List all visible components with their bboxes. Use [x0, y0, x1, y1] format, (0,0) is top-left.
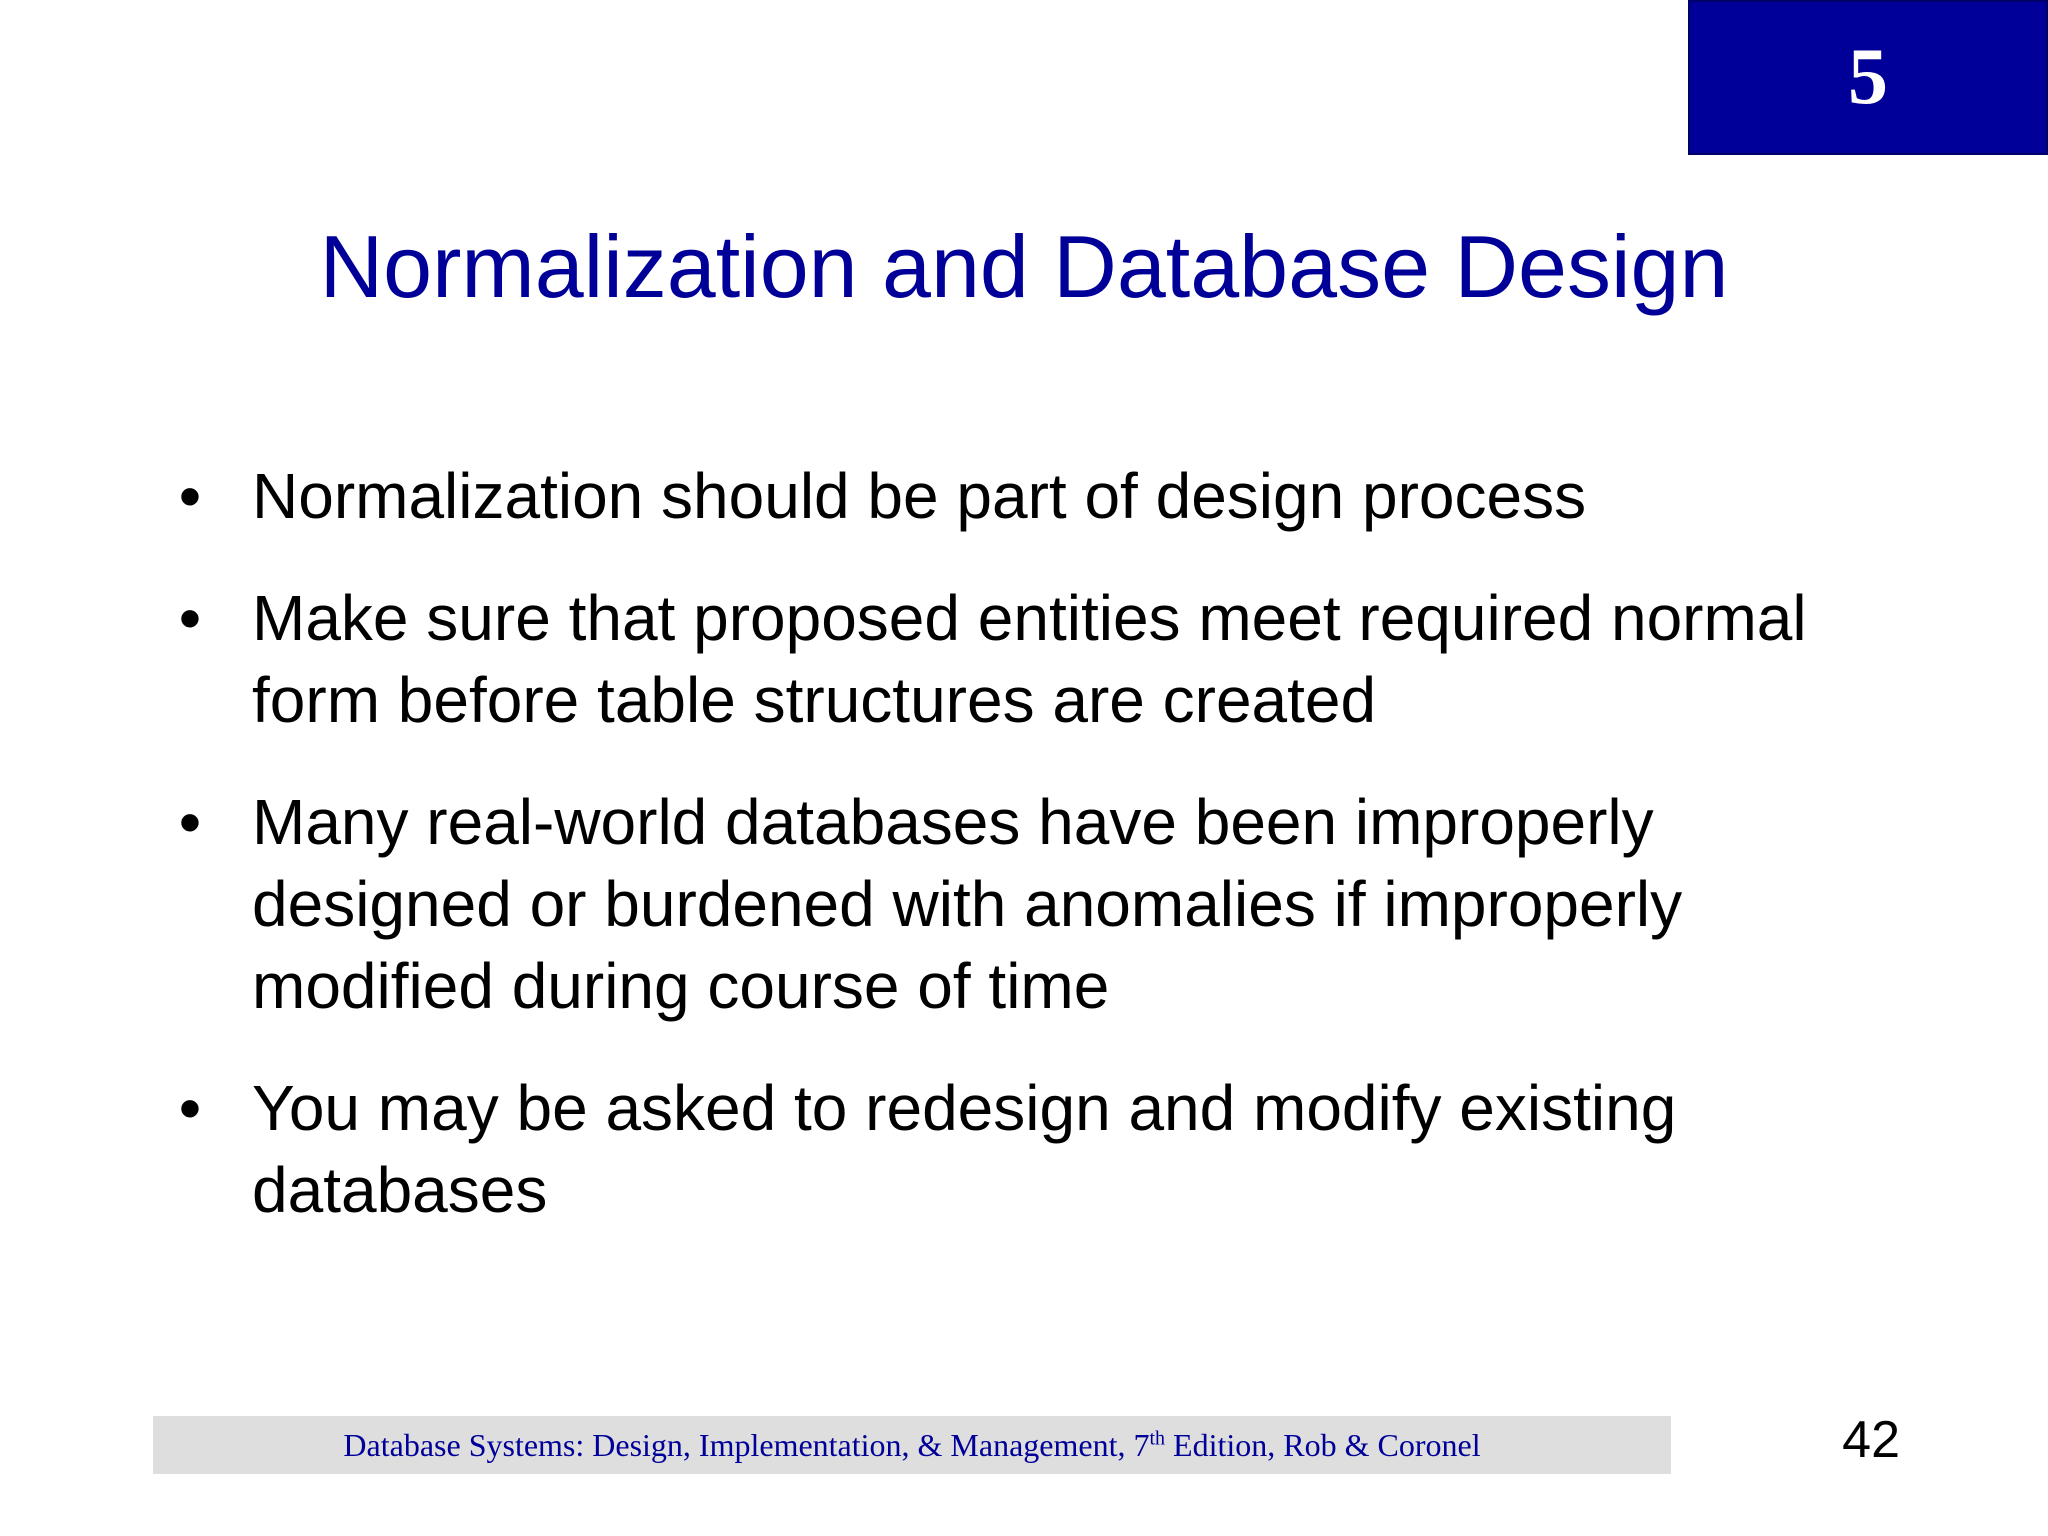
bullet-icon: •: [178, 582, 202, 654]
footer-text-main: Database Systems: Design, Implementation, & Management, 7: [343, 1426, 1150, 1463]
chapter-number: 5: [1848, 33, 1888, 121]
bullet-icon: •: [178, 1072, 202, 1144]
bullet-text: You may be asked to redesign and modify existing databases: [252, 1072, 1677, 1226]
slide-title: Normalization and Database Design: [319, 217, 1729, 316]
bullet-item: [170, 577, 1870, 741]
bullet-text: Many real-world databases have been improperly designed or burdened with anomalies if improperly modified during course of time: [252, 786, 1683, 1022]
chapter-number-box: [1688, 0, 2048, 155]
page-number: 42: [1842, 1411, 1900, 1469]
bullet-text: Make sure that proposed entities meet required normal form before table structures are created: [252, 582, 1807, 736]
bullet-icon: •: [178, 460, 202, 532]
bullet-item: [170, 455, 1870, 537]
footer-text-end: Edition, Rob & Coronel: [1165, 1426, 1481, 1463]
bullet-icon: •: [178, 786, 202, 858]
bullet-text: Normalization should be part of design process: [252, 460, 1587, 532]
bullet-item: [170, 781, 1870, 1027]
footer-bar: [153, 1416, 1671, 1474]
footer-citation: [343, 1427, 1480, 1464]
footer-text-superscript: th: [1149, 1426, 1166, 1449]
bullet-list: [170, 455, 1870, 1271]
bullet-item: [170, 1067, 1870, 1231]
